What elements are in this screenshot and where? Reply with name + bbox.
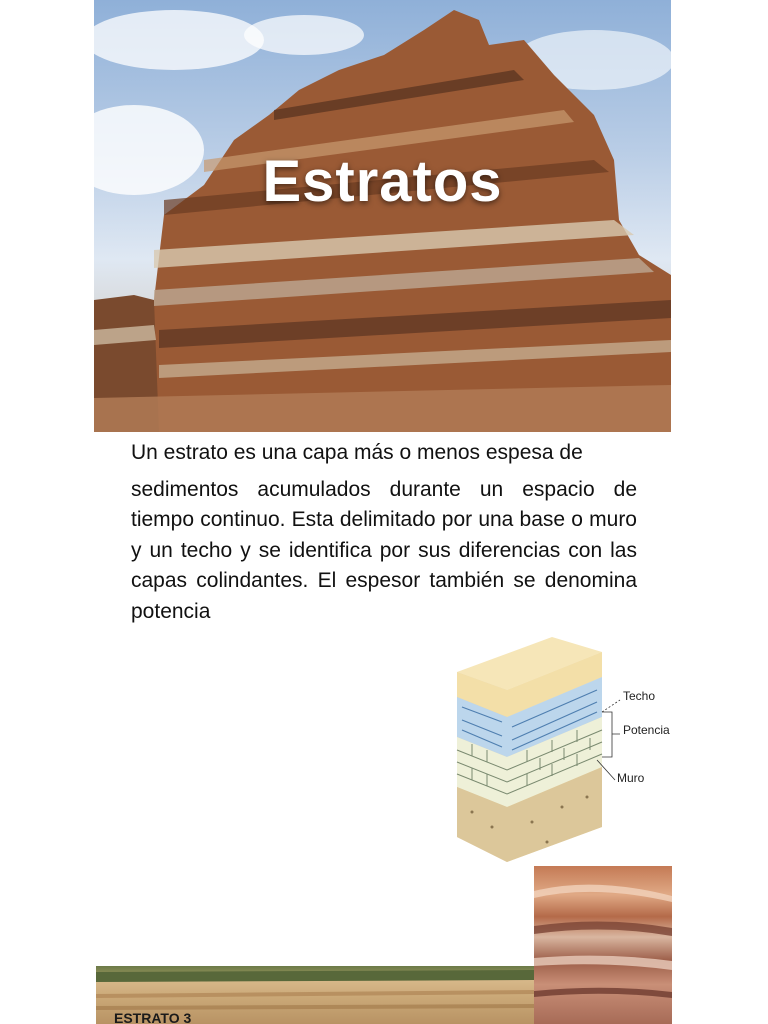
stratified-rock-illustration: [94, 0, 671, 432]
outcrop-photo: [96, 966, 534, 1024]
paragraph-first-line: Un estrato es una capa más o menos espesa de: [131, 441, 583, 464]
stratum-diagram: [452, 632, 682, 864]
stratum-block-illustration: [452, 632, 682, 864]
label-muro: Muro: [617, 771, 645, 785]
definition-paragraph: [131, 438, 637, 627]
paragraph-rest: sedimentos acumulados durante un espacio de tiempo continuo. Esta delimitado por una base o muro y un techo y se identifica por sus diferencias con las capas colindantes. El espesor también se denomina potencia: [131, 477, 637, 623]
outcrop-caption: ESTRATO 3: [114, 1010, 192, 1024]
hero-photo: [94, 0, 671, 432]
label-techo: Techo: [623, 689, 656, 703]
label-potencia: Potencia: [623, 723, 670, 737]
page-title: Estratos: [262, 149, 503, 214]
rock-layers-photo: [534, 866, 672, 1024]
rock-layers-illustration: [534, 866, 672, 1024]
